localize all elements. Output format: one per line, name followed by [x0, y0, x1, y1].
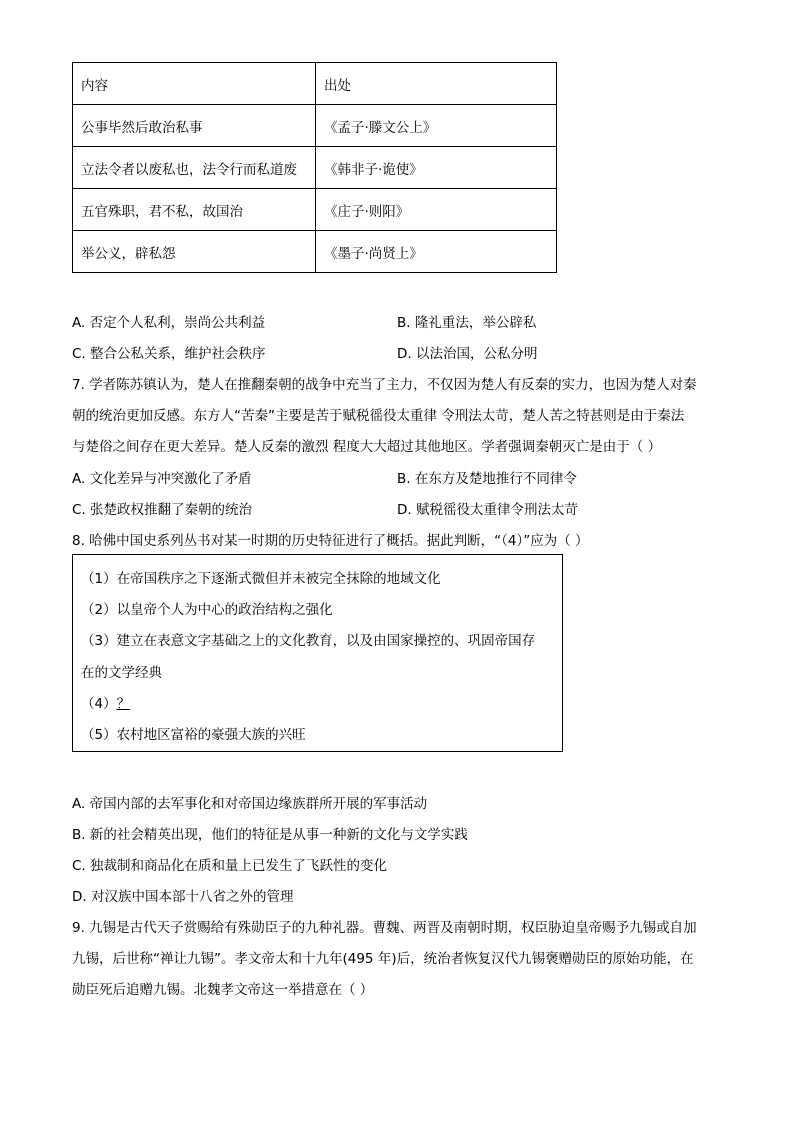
table-cell: 《墨子·尚贤上》	[316, 231, 557, 273]
table-header-cell: 内容	[73, 63, 316, 105]
table-cell: 《孟子·滕文公上》	[316, 105, 557, 147]
q7-stem-line: 与楚俗之间存在更大差异。楚人反秦的激烈 程度大大超过其他地区。学者强调秦朝灭亡是由于（ ）	[72, 439, 662, 455]
q8-box-item-prefix: （4）	[81, 696, 117, 712]
table-header-row	[73, 63, 557, 105]
q8-option-d: D. 对汉族中国本部十八省之外的管理	[72, 889, 294, 905]
q8-box-item: （5）农村地区富裕的豪强大族的兴旺	[81, 727, 306, 743]
table-header-cell: 出处	[316, 63, 557, 105]
q7-option-a: A. 文化差异与冲突激化了矛盾	[72, 471, 252, 487]
table-row	[73, 231, 557, 273]
q8-box-item	[81, 692, 130, 712]
table-cell: 举公义，辟私怨	[73, 231, 316, 273]
q8-box-item: （1）在帝国秩序之下逐渐式微但并未被完全抹除的地域文化	[81, 571, 441, 587]
table-row	[73, 147, 557, 189]
q9-stem-line: 9. 九锡是古代天子赏赐给有殊勋臣子的九种礼器。曹魏、两晋及南朝时期，权臣胁迫皇帝赐予九锡或自加	[72, 920, 697, 936]
table-row	[73, 189, 557, 231]
q7-option-b: B. 在东方及楚地推行不同律令	[397, 471, 577, 487]
q7-stem-line: 朝的统治更加反感。东方人“苦秦”主要是苦于赋税徭役太重律 令刑法太苛，楚人苦之特甚则是由于秦法	[72, 408, 685, 424]
q6-option-b: B. 隆礼重法，举公辟私	[397, 315, 537, 331]
table-cell: 公事毕然后敢治私事	[73, 105, 316, 147]
q6-option-d: D. 以法治国，公私分明	[397, 346, 538, 362]
q8-option-b: B. 新的社会精英出现，他们的特征是从事一种新的文化与文学实践	[72, 827, 468, 843]
source-table	[72, 62, 557, 273]
q6-option-c: C. 整合公私关系，维护社会秩序	[72, 346, 266, 362]
q8-option-c: C. 独裁制和商品化在质和量上已发生了飞跃性的变化	[72, 858, 388, 874]
q8-box-item: （2）以皇帝个人为中心的政治结构之强化	[81, 602, 333, 618]
q8-stem: 8. 哈佛中国史系列丛书对某一时期的历史特征进行了概括。据此判断，“（4）”应为（ ）	[72, 533, 589, 549]
q8-option-a: A. 帝国内部的去军事化和对帝国边缘族群所开展的军事活动	[72, 796, 428, 812]
q6-option-a: A. 否定个人私利，崇尚公共利益	[72, 315, 266, 331]
q9-stem-line: 九锡，后世称“禅让九锡”。孝文帝太和十九年(495 年)后，统治者恢复汉代九锡褒赠勋臣的原始功能，在	[72, 951, 694, 967]
table-cell: 五官殊职，君不私，故国治	[73, 189, 316, 231]
table-cell: 《韩非子·诡使》	[316, 147, 557, 189]
question-mark-blank: ？	[116, 696, 131, 712]
q8-box-item-continued: 在的文学经典	[81, 665, 162, 681]
q7-option-c: C. 张楚政权推翻了秦朝的统治	[72, 502, 253, 518]
q8-feature-box	[72, 554, 563, 752]
table-cell: 《庄子·则阳》	[316, 189, 557, 231]
table-row	[73, 105, 557, 147]
q9-stem-line: 勋臣死后追赠九锡。北魏孝文帝这一举措意在（ ）	[72, 982, 374, 998]
q8-box-item: （3）建立在表意文字基础之上的文化教育，以及由国家操控的、巩固帝国存	[81, 633, 536, 649]
table-cell: 立法令者以废私也，法令行而私道废	[73, 147, 316, 189]
q7-option-d: D. 赋税徭役太重律令刑法太苛	[397, 502, 578, 518]
q7-stem-line: 7. 学者陈苏镇认为，楚人在推翻秦朝的战争中充当了主力，不仅因为楚人有反秦的实力，也因为楚人对秦	[72, 377, 697, 393]
